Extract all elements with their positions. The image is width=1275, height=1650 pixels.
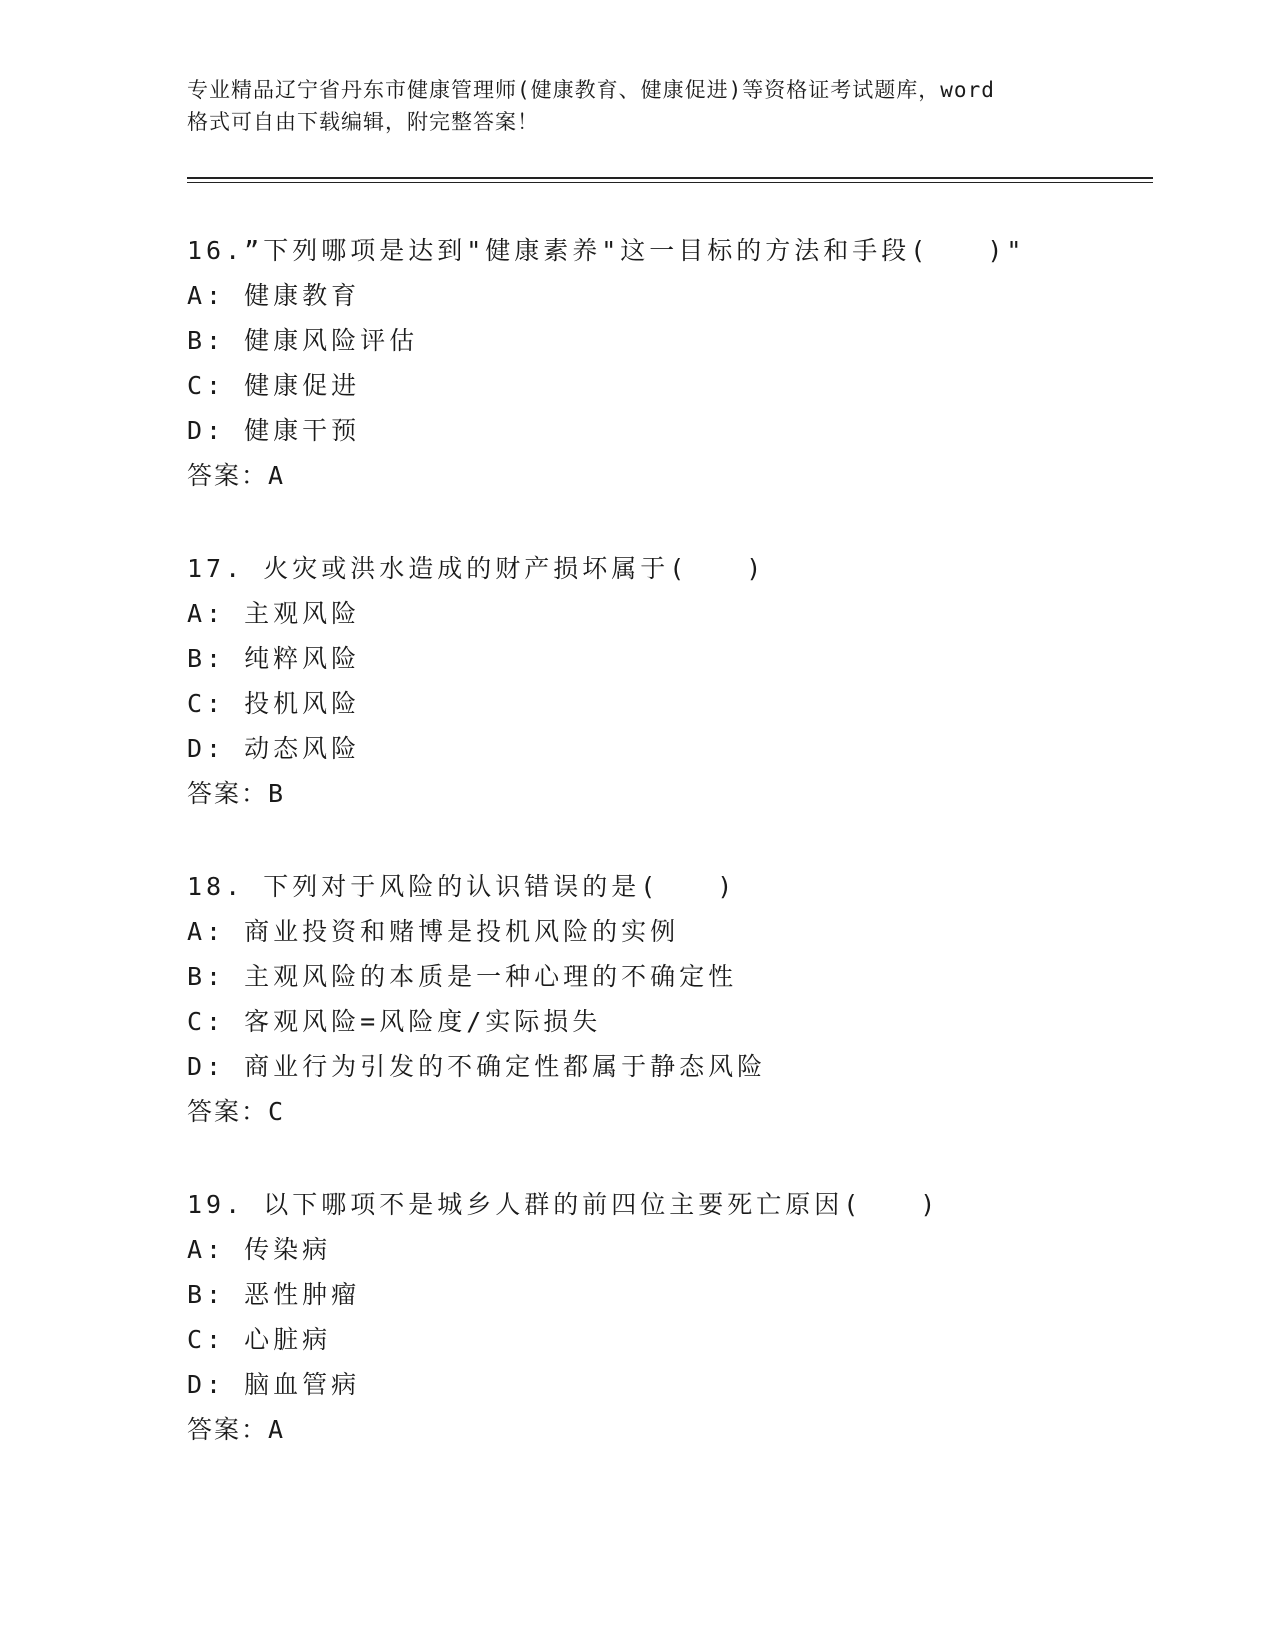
- option-a: A: 商业投资和赌博是投机风险的实例: [187, 917, 680, 946]
- question-stem: 17. 火灾或洪水造成的财产损坏属于( ): [187, 554, 766, 583]
- option-c: C: 客观风险=风险度/实际损失: [187, 1007, 602, 1036]
- question-stem: 16.”下列哪项是达到"健康素养"这一目标的方法和手段( )": [187, 236, 1026, 265]
- question-16: [187, 228, 1137, 498]
- question-19: [187, 1182, 1137, 1452]
- question-stem: 18. 下列对于风险的认识错误的是( ): [187, 872, 737, 901]
- option-b: B: 健康风险评估: [187, 326, 419, 355]
- option-c: C: 心脏病: [187, 1325, 332, 1354]
- answer: 答案：A: [187, 461, 286, 490]
- answer: 答案：C: [187, 1097, 286, 1126]
- question-stem: 19. 以下哪项不是城乡人群的前四位主要死亡原因( ): [187, 1190, 940, 1219]
- header-line-2: 格式可自由下载编辑，附完整答案！: [187, 110, 539, 134]
- option-a: A: 传染病: [187, 1235, 332, 1264]
- option-d: D: 商业行为引发的不确定性都属于静态风险: [187, 1052, 767, 1081]
- answer: 答案：B: [187, 779, 286, 808]
- header-divider-thick: [187, 177, 1153, 179]
- option-b: B: 纯粹风险: [187, 644, 361, 673]
- option-d: D: 动态风险: [187, 734, 361, 763]
- option-a: A: 健康教育: [187, 281, 361, 310]
- answer: 答案：A: [187, 1415, 286, 1444]
- option-d: D: 健康干预: [187, 416, 361, 445]
- option-a: A: 主观风险: [187, 599, 361, 628]
- header-divider-thin: [187, 182, 1153, 183]
- option-b: B: 恶性肿瘤: [187, 1280, 361, 1309]
- document-header: [187, 74, 1087, 138]
- header-line-1: 专业精品辽宁省丹东市健康管理师(健康教育、健康促进)等资格证考试题库，word: [187, 78, 995, 102]
- option-c: C: 健康促进: [187, 371, 361, 400]
- question-17: [187, 546, 1137, 816]
- option-d: D: 脑血管病: [187, 1370, 361, 1399]
- question-18: [187, 864, 1137, 1134]
- option-b: B: 主观风险的本质是一种心理的不确定性: [187, 962, 738, 991]
- option-c: C: 投机风险: [187, 689, 361, 718]
